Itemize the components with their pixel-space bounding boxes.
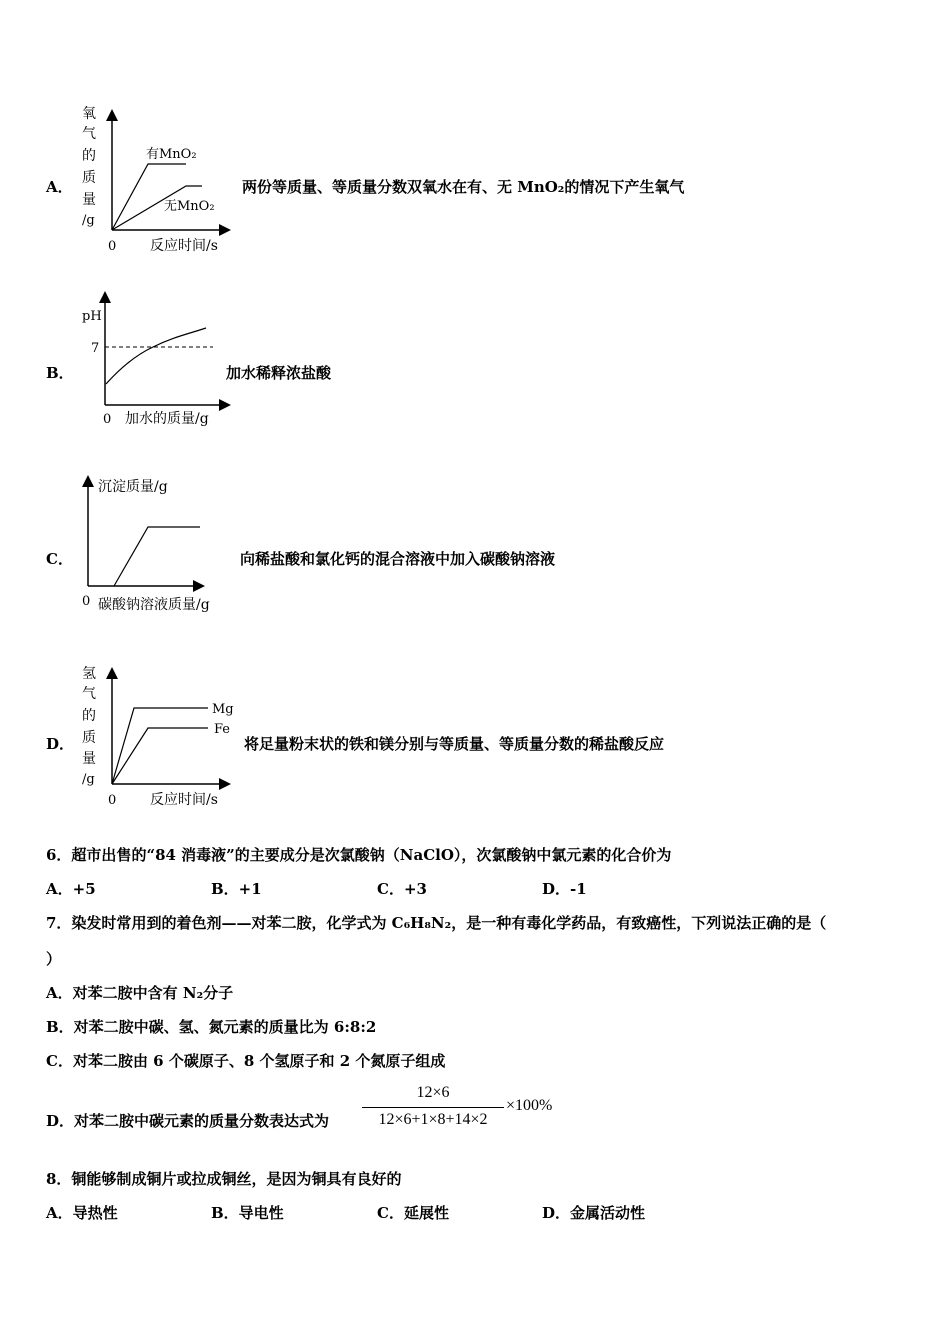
- q8-option-c[interactable]: C．延展性: [377, 1204, 449, 1222]
- q7-option-a[interactable]: A．对苯二胺中含有 N₂分子: [46, 984, 234, 1002]
- graph-a: [78, 100, 238, 260]
- option-c-description: 向稀盐酸和氯化钙的混合溶液中加入碳酸钠溶液: [240, 550, 556, 568]
- q8-option-a[interactable]: A．导热性: [46, 1204, 118, 1222]
- ylabel-char: 质: [82, 170, 96, 186]
- option-a-description: 两份等质量、等质量分数双氧水在有、无 MnO₂的情况下产生氧气: [242, 178, 685, 196]
- origin-label: 0: [108, 239, 117, 254]
- series-with-mno2: [112, 164, 186, 230]
- series-mg: [112, 708, 208, 784]
- q6-option-a[interactable]: A．+5: [46, 880, 96, 898]
- origin-label: 0: [108, 793, 117, 808]
- y-axis-label: pH: [82, 309, 102, 324]
- x-axis-label: 反应时间/s: [150, 792, 218, 808]
- series-label: 无MnO₂: [164, 199, 215, 214]
- series-label: Fe: [214, 722, 231, 737]
- ylabel-char: 量: [82, 751, 96, 767]
- option-b-letter: B．: [46, 364, 74, 382]
- ylabel-char: 的: [82, 708, 96, 724]
- ylabel-char: 气: [82, 686, 96, 702]
- ylabel-char: 氧: [82, 106, 96, 122]
- option-d-letter: D．: [46, 735, 75, 753]
- formula-suffix: ×100%: [506, 1097, 553, 1114]
- ylabel-char: /g: [82, 772, 95, 787]
- series-label: 有MnO₂: [146, 147, 197, 162]
- fraction-bar: [362, 1107, 504, 1108]
- q7-option-b[interactable]: B．对苯二胺中碳、氢、氮元素的质量比为 6:8:2: [46, 1018, 377, 1036]
- q8-option-b[interactable]: B．导电性: [211, 1204, 284, 1222]
- series-label: Mg: [212, 702, 234, 717]
- ylabel-char: 质: [82, 730, 96, 746]
- graph-d: [78, 656, 248, 816]
- formula-denominator: 12×6+1×8+14×2: [378, 1111, 488, 1128]
- x-axis-label: 加水的质量/g: [125, 411, 209, 427]
- q8-option-d[interactable]: D．金属活动性: [542, 1204, 646, 1222]
- q6-stem: 6．超市出售的“84 消毒液”的主要成分是次氯酸钠（NaClO），次氯酸钠中氯元素的化合价为: [46, 846, 672, 864]
- precipitate-curve: [114, 527, 200, 586]
- origin-label: 0: [82, 594, 91, 609]
- q6-option-b[interactable]: B．+1: [211, 880, 262, 898]
- ylabel-char: 气: [82, 126, 96, 142]
- q7-stem-line1: 7．染发时常用到的着色剂——对苯二胺，化学式为 C₆H₈N₂，是一种有毒化学药品，有致癌性，下列说法正确的是（: [46, 914, 827, 932]
- tick-label: 7: [91, 341, 100, 356]
- option-d-description: 将足量粉末状的铁和镁分别与等质量、等质量分数的稀盐酸反应: [244, 735, 665, 753]
- x-axis-label: 反应时间/s: [150, 238, 218, 254]
- q8-stem: 8．铜能够制成铜片或拉成铜丝，是因为铜具有良好的: [46, 1170, 402, 1188]
- q7-stem-line2: ）: [46, 950, 62, 968]
- option-a-letter: A．: [46, 178, 73, 196]
- x-axis-label: 碳酸钠溶液质量/g: [98, 597, 210, 613]
- option-c-letter: C．: [46, 550, 73, 568]
- q7-option-c[interactable]: C．对苯二胺由 6 个碳原子、8 个氢原子和 2 个氮原子组成: [46, 1052, 446, 1070]
- y-axis-label: 沉淀质量/g: [98, 479, 168, 495]
- ylabel-char: /g: [82, 213, 95, 228]
- q7-option-d[interactable]: D．对苯二胺中碳元素的质量分数表达式为: [46, 1112, 330, 1130]
- ylabel-char: 的: [82, 148, 96, 164]
- ylabel-char: 量: [82, 192, 96, 208]
- formula-numerator: 12×6: [416, 1084, 450, 1101]
- ylabel-char: 氢: [82, 666, 96, 682]
- ph-curve: [106, 328, 206, 384]
- q6-option-d[interactable]: D．-1: [542, 880, 587, 898]
- origin-label: 0: [103, 412, 112, 427]
- graph-b: [78, 290, 238, 430]
- q6-option-c[interactable]: C．+3: [377, 880, 427, 898]
- option-b-description: 加水稀释浓盐酸: [226, 364, 332, 382]
- graph-c: [78, 470, 248, 620]
